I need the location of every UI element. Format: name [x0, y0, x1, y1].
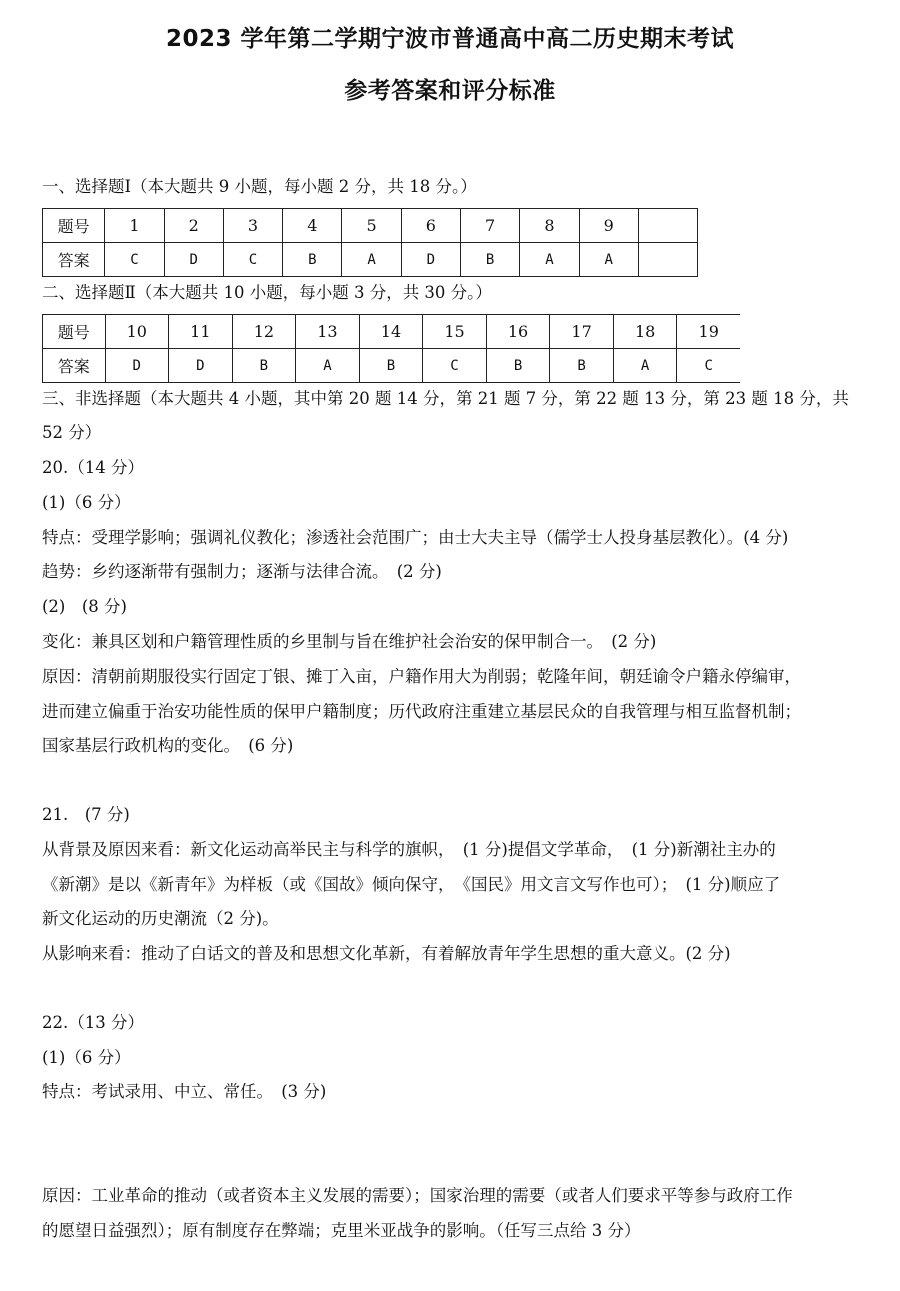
row-label: 答案 [43, 349, 106, 383]
q21-title: 21. (7 分) [42, 805, 130, 824]
answer-cell: A [579, 243, 638, 277]
answer-cell: C [105, 243, 164, 277]
answer-cell: D [164, 243, 223, 277]
section2-heading: 二、选择题Ⅱ（本大题共 10 小题，每小题 3 分，共 30 分。） [42, 283, 492, 302]
row-label: 答案 [43, 243, 105, 277]
answer-cell: B [486, 349, 550, 383]
q22-part1: (1)（6 分） [42, 1048, 131, 1067]
empty-cell [638, 243, 697, 277]
answer-table-section1 [42, 208, 698, 277]
answer-cell: D [169, 349, 233, 383]
q21-line: 从影响来看：推动了白话文的普及和思想文化革新，有着解放青年学生思想的重大意义。(2 分) [42, 944, 731, 963]
question-number: 19 [677, 315, 740, 349]
section1-heading: 一、选择题Ⅰ（本大题共 9 小题，每小题 2 分，共 18 分。） [42, 177, 477, 196]
answer-cell: B [461, 243, 520, 277]
question-number: 15 [423, 315, 487, 349]
question-number: 4 [283, 209, 342, 243]
q21-line: 新文化运动的历史潮流（2 分)。 [42, 909, 279, 928]
answer-cell: D [105, 349, 169, 383]
empty-cell [638, 209, 697, 243]
q22-reason-line: 原因：工业革命的推动（或者资本主义发展的需要）；国家治理的需要（或者人们要求平等参与政府工作 [42, 1186, 793, 1205]
answer-cell: A [296, 349, 360, 383]
row-label: 题号 [43, 315, 106, 349]
question-number: 13 [296, 315, 360, 349]
question-number: 14 [359, 315, 423, 349]
answer-cell: A [342, 243, 401, 277]
question-number: 9 [579, 209, 638, 243]
q22-reason-line: 的愿望日益强烈）；原有制度存在弊端；克里米亚战争的影响。（任写三点给 3 分） [42, 1221, 641, 1240]
question-number: 2 [164, 209, 223, 243]
q22-feature: 特点：考试录用、中立、常任。 (3 分) [42, 1082, 327, 1101]
question-number: 12 [232, 315, 296, 349]
answer-cell: C [223, 243, 282, 277]
table-row [43, 243, 698, 277]
answer-cell: A [613, 349, 677, 383]
answer-cell: A [520, 243, 579, 277]
answer-cell: B [550, 349, 614, 383]
answer-cell: D [401, 243, 460, 277]
question-number: 6 [401, 209, 460, 243]
answer-cell: C [423, 349, 487, 383]
question-number: 3 [223, 209, 282, 243]
question-number: 8 [520, 209, 579, 243]
q21-line: 《新潮》是以《新青年》为样板（或《国故》倾向保守， 《国民》用文言文写作也可）； (1 分)顺应了 [42, 875, 781, 894]
document-title: 2023 学年第二学期宁波市普通高中高二历史期末考试 [165, 26, 735, 52]
question-number: 10 [105, 315, 169, 349]
answer-cell: B [283, 243, 342, 277]
table-row [43, 349, 741, 383]
section3-heading-cont: 52 分） [42, 423, 102, 442]
row-label: 题号 [43, 209, 105, 243]
answer-cell: B [232, 349, 296, 383]
q22-title: 22.（13 分） [42, 1013, 144, 1032]
q20-title: 20.（14 分） [42, 458, 144, 477]
question-number: 1 [105, 209, 164, 243]
question-number: 17 [550, 315, 614, 349]
question-number: 16 [486, 315, 550, 349]
answer-cell: B [359, 349, 423, 383]
q20-feature: 特点：受理学影响；强调礼仪教化；渗透社会范围广；由士大夫主导（儒学士人投身基层教化）。(4 分) [42, 528, 789, 547]
q20-part1: (1)（6 分） [42, 493, 131, 512]
q20-reason-line: 原因：清朝前期服役实行固定丁银、摊丁入亩，户籍作用大为削弱；乾隆年间，朝廷谕令户籍永停编审， [42, 667, 801, 686]
question-number: 11 [169, 315, 233, 349]
q20-change: 变化：兼具区划和户籍管理性质的乡里制与旨在维护社会治安的保甲制合一。 (2 分) [42, 632, 657, 651]
table-row [43, 209, 698, 243]
answer-cell: C [677, 349, 740, 383]
q20-reason-line: 国家基层行政机构的变化。 (6 分) [42, 736, 294, 755]
question-number: 5 [342, 209, 401, 243]
answer-table-section2 [42, 314, 740, 383]
q20-part2: (2) (8 分) [42, 597, 127, 616]
document-subtitle: 参考答案和评分标准 [344, 78, 556, 104]
question-number: 18 [613, 315, 677, 349]
q21-line: 从背景及原因来看：新文化运动高举民主与科学的旗帜， (1 分)提倡文学革命， (1 分)新潮社主办的 [42, 840, 776, 859]
table-row [43, 315, 741, 349]
question-number: 7 [461, 209, 520, 243]
q20-reason-line: 进而建立偏重于治安功能性质的保甲户籍制度；历代政府注重建立基层民众的自我管理与相互监督机制； [42, 702, 801, 721]
section3-heading: 三、非选择题（本大题共 4 小题，其中第 20 题 14 分，第 21 题 7 分，第 22 题 13 分，第 23 题 18 分，共 [42, 389, 849, 408]
q20-trend: 趋势：乡约逐渐带有强制力；逐渐与法律合流。 (2 分) [42, 562, 442, 581]
